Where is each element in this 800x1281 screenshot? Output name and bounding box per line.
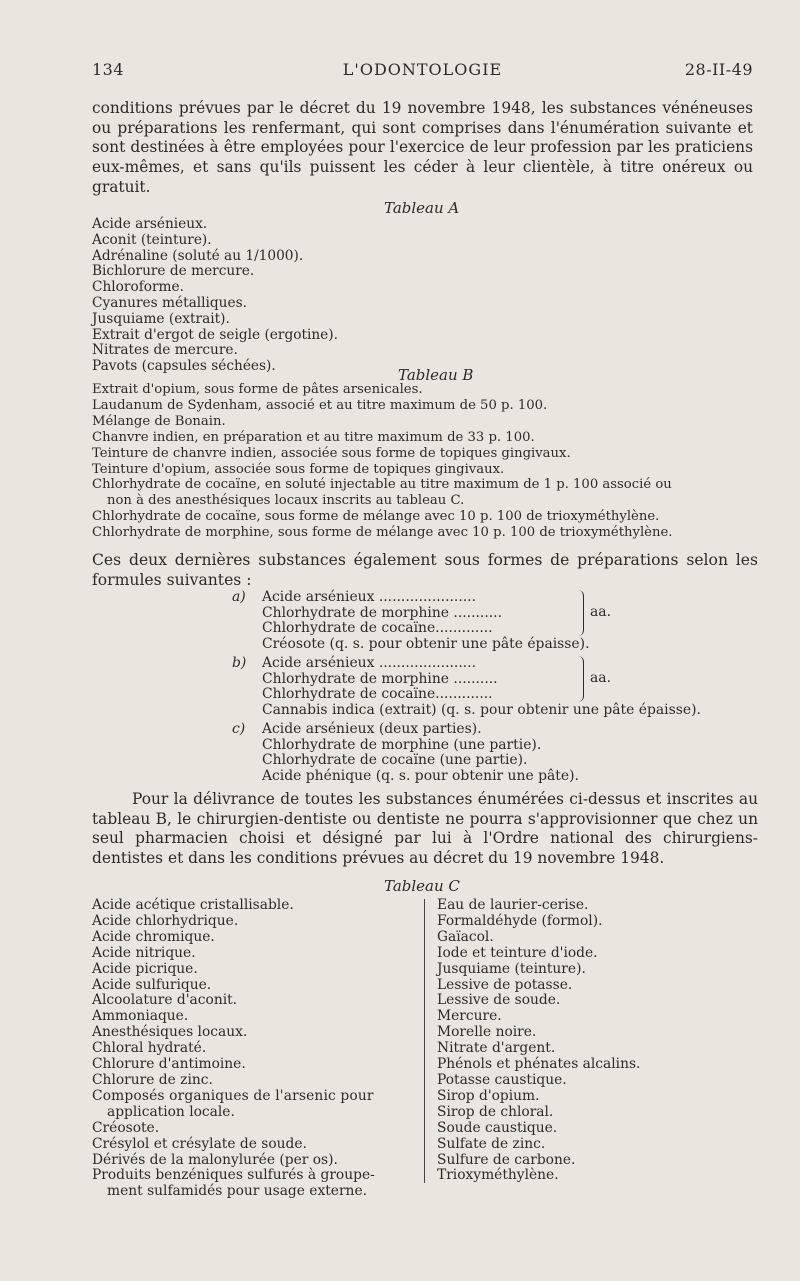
formula-b <box>232 656 762 719</box>
list-item: Créosote. <box>92 1119 160 1136</box>
list-item: Eau de laurier-cerise. <box>437 897 589 913</box>
delivery-paragraph: Pour la délivrance de toutes les substances énumérées ci-dessus et inscrites au tableau B, le chirurgien-dentiste ou dentiste ne pourra s'approvisionner que chez un seul pharmacien choisi et désigné par lui à l'Ordre national des chirurgiens-dentistes et dans les conditions prévues au décret du 19 novembre 1948. <box>92 790 758 867</box>
formula-c <box>232 722 762 785</box>
formula-a <box>232 590 762 653</box>
formula-line: Acide arsénieux ...................... <box>262 655 476 671</box>
tableau-a-title: Tableau A <box>384 199 460 217</box>
list-item: Jusquiame (teinture). <box>437 960 586 977</box>
list-item: Acide acétique cristallisable. <box>92 897 294 913</box>
column-divider <box>424 899 425 1183</box>
list-item: Teinture de chanvre indien, associée sous forme de topiques gingivaux. <box>92 445 571 461</box>
list-item: Gaïacol. <box>437 928 494 945</box>
list-item: Acide picrique. <box>92 960 198 977</box>
list-item: Chlorhydrate de cocaïne, en soluté injectable au titre maximum de 1 p. 100 associé ou <box>92 477 672 493</box>
list-item: Sulfate de zinc. <box>437 1135 546 1152</box>
list-item: Chlorhydrate de cocaïne, sous forme de mélange avec 10 p. 100 de trioxyméthylène. <box>92 509 660 525</box>
running-header <box>92 60 753 82</box>
list-item: Trioxyméthylène. <box>437 1167 559 1184</box>
list-item: Iode et teinture d'iode. <box>437 944 598 961</box>
list-item: Ammoniaque. <box>92 1008 189 1025</box>
list-item: Chanvre indien, en préparation et au titre maximum de 33 p. 100. <box>92 429 535 445</box>
formula-line: Créosote (q. s. pour obtenir une pâte épaisse). <box>262 636 590 653</box>
list-item: Acide arsénieux. <box>92 216 208 232</box>
list-item: Acide nitrique. <box>92 944 196 961</box>
formula-line: Cannabis indica (extrait) (q. s. pour obtenir une pâte épaisse). <box>262 702 701 719</box>
aa-marker: aa. <box>590 670 611 686</box>
journal-title: L'ODONTOLOGIE <box>342 60 503 79</box>
list-item: Aconit (teinture). <box>92 231 212 248</box>
list-item-continuation: application locale. <box>107 1103 235 1120</box>
list-item: Crésylol et crésylate de soude. <box>92 1135 307 1152</box>
formula-label: b) <box>232 655 247 671</box>
list-item: Extrait d'opium, sous forme de pâtes arsenicales. <box>92 382 423 397</box>
list-item: Potasse caustique. <box>437 1071 567 1088</box>
formula-line: Chlorhydrate de cocaïne (une partie). <box>262 752 528 769</box>
formula-line: Chlorhydrate de cocaïne............. <box>262 620 493 637</box>
list-item: Lessive de soude. <box>437 992 561 1009</box>
list-item: Adrénaline (soluté au 1/1000). <box>92 247 304 264</box>
issue-date: 28-II-49 <box>684 60 753 79</box>
formula-label: a) <box>232 589 246 605</box>
list-item: Morelle noire. <box>437 1024 537 1041</box>
formula-line: Chlorhydrate de morphine (une partie). <box>262 736 542 753</box>
list-item: Nitrate d'argent. <box>437 1040 556 1057</box>
list-item: Chloral hydraté. <box>92 1040 207 1057</box>
intro-paragraph: conditions prévues par le décret du 19 novembre 1948, les substances vénéneuses ou préparations les renfermant, qui sont comprises dans l'énumération suivante et sont destinées à être employées pour l'exercice de leur profession par les praticiens eux-mêmes, et sans qu'ils puissent les céder à leur clientèle, à titre onéreux ou gratuit. <box>92 99 753 196</box>
list-item: Formaldéhyde (formol). <box>437 912 603 929</box>
tableau-a-list <box>92 217 762 375</box>
list-item: Chloroforme. <box>92 279 184 296</box>
list-item-continuation: ment sulfamidés pour usage externe. <box>107 1183 367 1200</box>
aa-marker: aa. <box>590 604 611 620</box>
list-item: Phénols et phénates alcalins. <box>437 1056 641 1073</box>
formula-line: Acide phénique (q. s. pour obtenir une pâte). <box>262 768 579 785</box>
list-item: Soude caustique. <box>437 1119 558 1136</box>
list-item: Composés organiques de l'arsenic pour <box>92 1087 374 1104</box>
tableau-b-title: Tableau B <box>398 366 474 384</box>
list-item: Cyanures métalliques. <box>92 294 247 311</box>
list-item: Alcoolature d'aconit. <box>92 992 238 1009</box>
list-item: Mélange de Bonain. <box>92 413 226 429</box>
list-item: Acide sulfurique. <box>92 976 212 993</box>
brace <box>577 656 584 702</box>
tableau-c-right-column <box>437 898 767 1184</box>
list-item: Chlorure d'antimoine. <box>92 1056 246 1073</box>
list-item: Mercure. <box>437 1008 502 1025</box>
list-item: Sirop de chloral. <box>437 1103 554 1120</box>
formula-line: Chlorhydrate de cocaïne............. <box>262 686 493 703</box>
list-item: Acide chlorhydrique. <box>92 912 239 929</box>
list-item: Produits benzéniques sulfurés à groupe- <box>92 1167 375 1184</box>
list-item: Chlorhydrate de morphine, sous forme de mélange avec 10 p. 100 de trioxyméthylène. <box>92 525 673 541</box>
list-item: Acide chromique. <box>92 928 215 945</box>
formules-intro: Ces deux dernières substances également sous formes de préparations selon les formules suivantes : <box>92 551 758 589</box>
list-item: Pavots (capsules séchées). <box>92 358 276 375</box>
list-item: Laudanum de Sydenham, associé et au titre maximum de 50 p. 100. <box>92 397 548 413</box>
brace <box>577 590 584 636</box>
formula-line: Acide arsénieux ...................... <box>262 589 476 605</box>
list-item: Sulfure de carbone. <box>437 1151 576 1168</box>
formula-label: c) <box>232 721 246 737</box>
list-item: Jusquiame (extrait). <box>92 310 230 327</box>
list-item: Anesthésiques locaux. <box>92 1024 248 1041</box>
list-item-continuation: non à des anesthésiques locaux inscrits au tableau C. <box>107 493 465 509</box>
list-item: Dérivés de la malonylurée (per os). <box>92 1151 338 1168</box>
list-item: Extrait d'ergot de seigle (ergotine). <box>92 326 338 343</box>
list-item: Bichlorure de mercure. <box>92 263 255 280</box>
formula-line: Chlorhydrate de morphine .......... <box>262 670 498 687</box>
tableau-b-list <box>92 382 762 541</box>
list-item: Teinture d'opium, associée sous forme de topiques gingivaux. <box>92 461 505 477</box>
list-item: Nitrates de mercure. <box>92 342 238 359</box>
list-item: Chlorure de zinc. <box>92 1071 213 1088</box>
tableau-c-title: Tableau C <box>384 877 460 895</box>
formula-line: Acide arsénieux (deux parties). <box>262 721 482 737</box>
tableau-c-left-column <box>92 898 414 1200</box>
list-item: Sirop d'opium. <box>437 1087 540 1104</box>
page-number: 134 <box>92 60 125 79</box>
list-item: Lessive de potasse. <box>437 976 573 993</box>
formula-line: Chlorhydrate de morphine ........... <box>262 604 502 621</box>
